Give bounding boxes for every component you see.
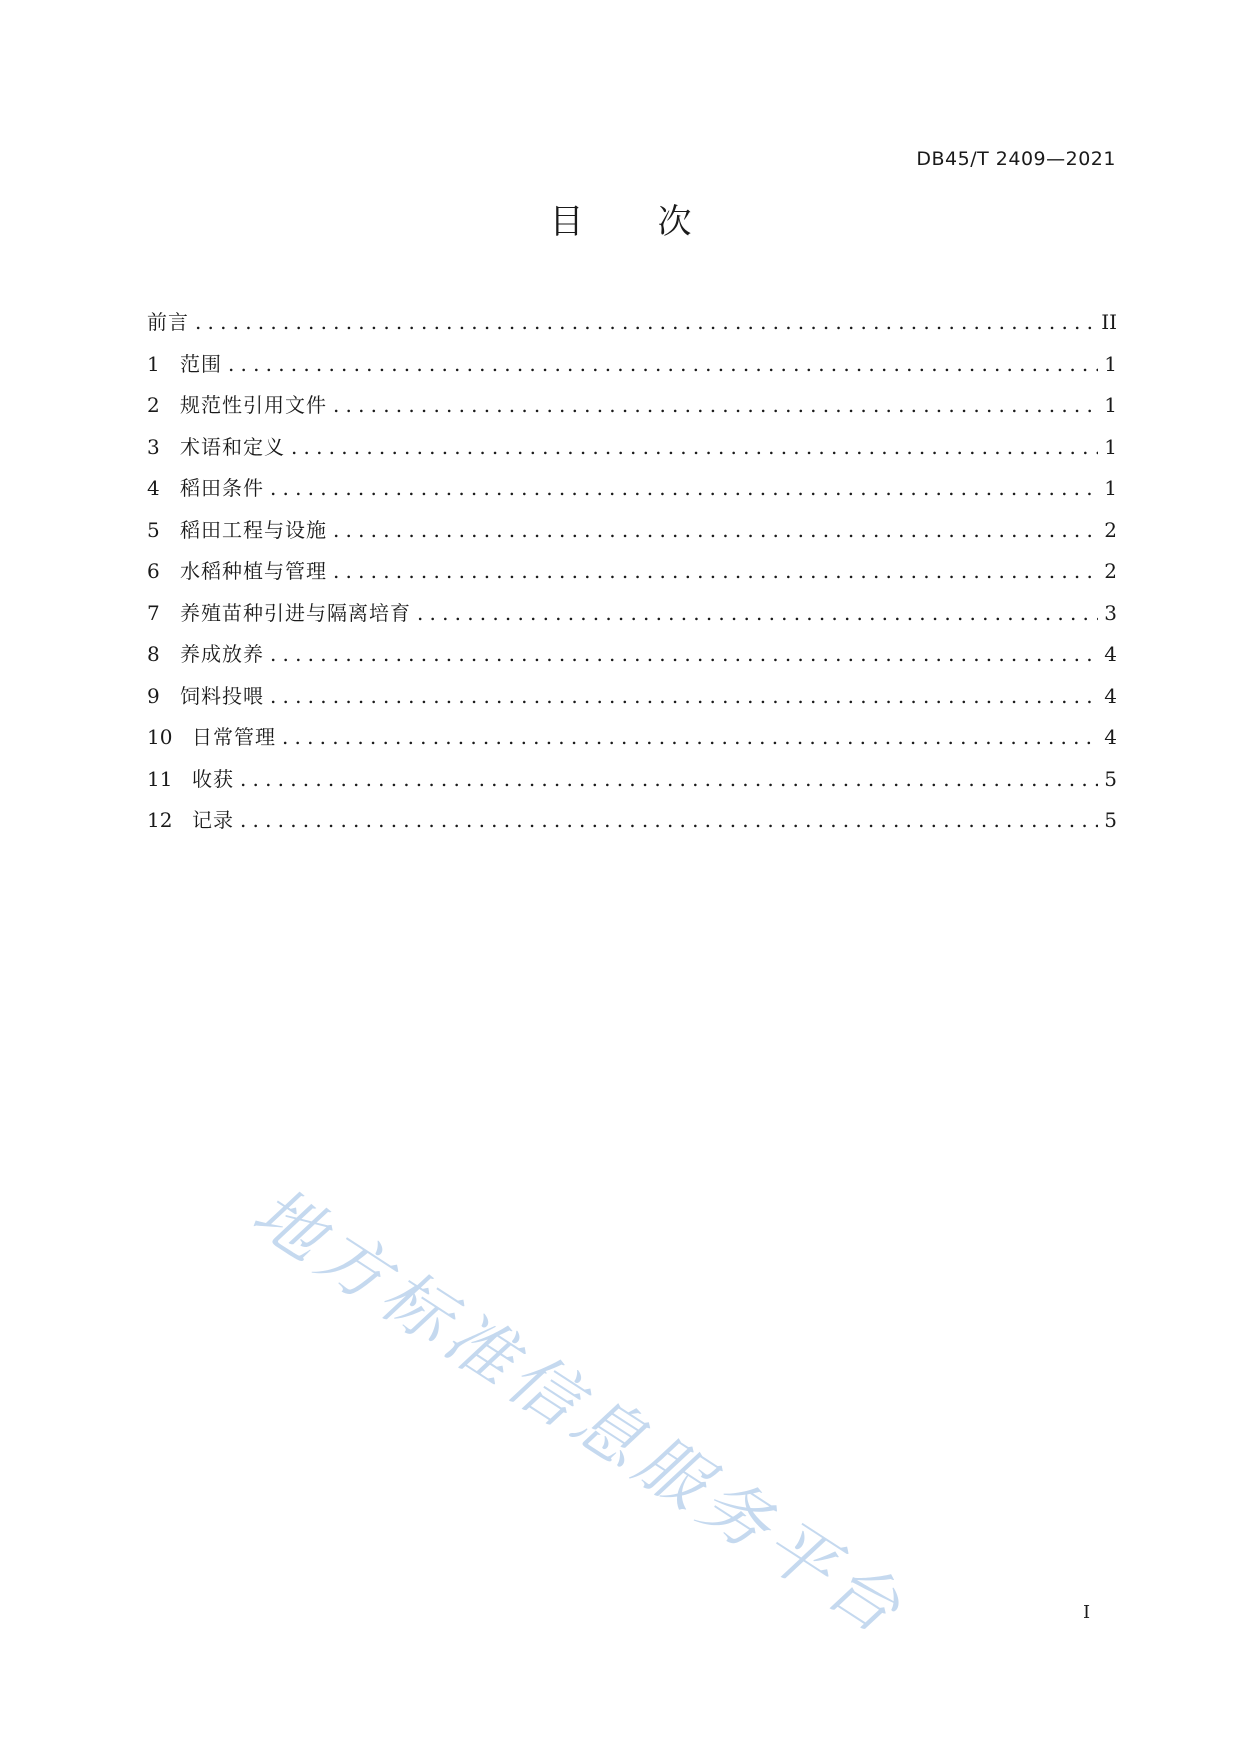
page-number: I [1083, 1602, 1091, 1623]
toc-entry-number: 6 [147, 559, 160, 583]
toc-entry-page: 2 [1104, 517, 1117, 542]
toc-entry-10[interactable] [147, 721, 1117, 763]
toc-leader-dots [270, 476, 1098, 500]
toc-entry-number: 2 [147, 393, 160, 417]
toc-entry-page: 1 [1104, 393, 1117, 417]
page-title: 目次 [549, 202, 766, 242]
toc-entry-title: 范围 [180, 351, 222, 376]
toc-entry-number: 11 [147, 766, 173, 791]
toc-leader-dots [240, 767, 1098, 791]
toc-leader-dots [333, 559, 1098, 583]
toc-entry-page: 3 [1104, 600, 1117, 625]
toc-entry-number: 9 [147, 683, 160, 708]
toc-leader-dots [282, 725, 1098, 749]
toc-entry-title: 饲料投喂 [180, 683, 264, 708]
toc-entry-7[interactable] [147, 597, 1117, 639]
toc-entry-title: 前言 [147, 310, 189, 334]
toc-entry-number: 3 [147, 434, 160, 459]
toc-leader-dots [270, 684, 1098, 708]
toc-leader-dots [240, 808, 1098, 832]
toc-entry-title: 收获 [192, 766, 234, 791]
toc-entry-page: 1 [1104, 351, 1117, 376]
watermark: 地方标准信息服务平台 [238, 1172, 920, 1653]
toc-entry-5[interactable] [147, 514, 1117, 556]
toc-leader-dots [333, 393, 1098, 417]
toc-entry-title: 术语和定义 [180, 434, 285, 459]
toc-entry-page: 2 [1104, 559, 1117, 583]
toc-entry-page: II [1101, 310, 1117, 334]
toc-entry-title: 水稻种植与管理 [180, 559, 327, 583]
toc-entry-11[interactable] [147, 763, 1117, 805]
toc-entry-8[interactable] [147, 638, 1117, 680]
toc-entry-page: 4 [1104, 725, 1117, 749]
toc-entry-title: 稻田条件 [180, 476, 264, 500]
toc-entry-4[interactable] [147, 472, 1117, 514]
toc-entry-title: 日常管理 [192, 725, 276, 749]
toc-entry-number: 7 [147, 600, 160, 625]
toc-entry-title: 养殖苗种引进与隔离培育 [180, 600, 411, 625]
toc-leader-dots [333, 518, 1098, 542]
toc-entry-number: 12 [147, 808, 173, 832]
toc-entry-3[interactable] [147, 431, 1117, 473]
toc-entry-12[interactable] [147, 804, 1117, 846]
toc-entry-title: 稻田工程与设施 [180, 517, 327, 542]
toc-entry-1[interactable] [147, 348, 1117, 390]
toc-entry-foreword[interactable] [147, 306, 1117, 348]
toc-entry-title: 养成放养 [180, 642, 264, 666]
toc-entry-page: 4 [1104, 683, 1117, 708]
toc-leader-dots [270, 642, 1098, 666]
toc-entry-page: 4 [1104, 642, 1117, 666]
toc-entry-9[interactable] [147, 680, 1117, 722]
toc-entry-title: 规范性引用文件 [180, 393, 327, 417]
toc-entry-page: 1 [1104, 434, 1117, 459]
toc-entry-page: 5 [1104, 808, 1117, 832]
toc-entry-title: 记录 [192, 808, 234, 832]
toc-leader-dots [291, 435, 1098, 459]
toc-entry-page: 5 [1104, 766, 1117, 791]
toc-entry-number: 10 [147, 725, 173, 749]
toc-entry-2[interactable] [147, 389, 1117, 431]
toc-entry-number: 1 [147, 351, 160, 376]
toc-entry-number: 4 [147, 476, 160, 500]
toc-entry-number: 8 [147, 642, 160, 666]
toc-leader-dots [417, 601, 1098, 625]
toc-entry-6[interactable] [147, 555, 1117, 597]
toc-leader-dots [195, 310, 1095, 334]
document-code: DB45/T 2409—2021 [916, 148, 1116, 170]
table-of-contents [147, 306, 1117, 846]
toc-leader-dots [228, 352, 1098, 376]
toc-entry-number: 5 [147, 517, 160, 542]
toc-entry-page: 1 [1104, 476, 1117, 500]
